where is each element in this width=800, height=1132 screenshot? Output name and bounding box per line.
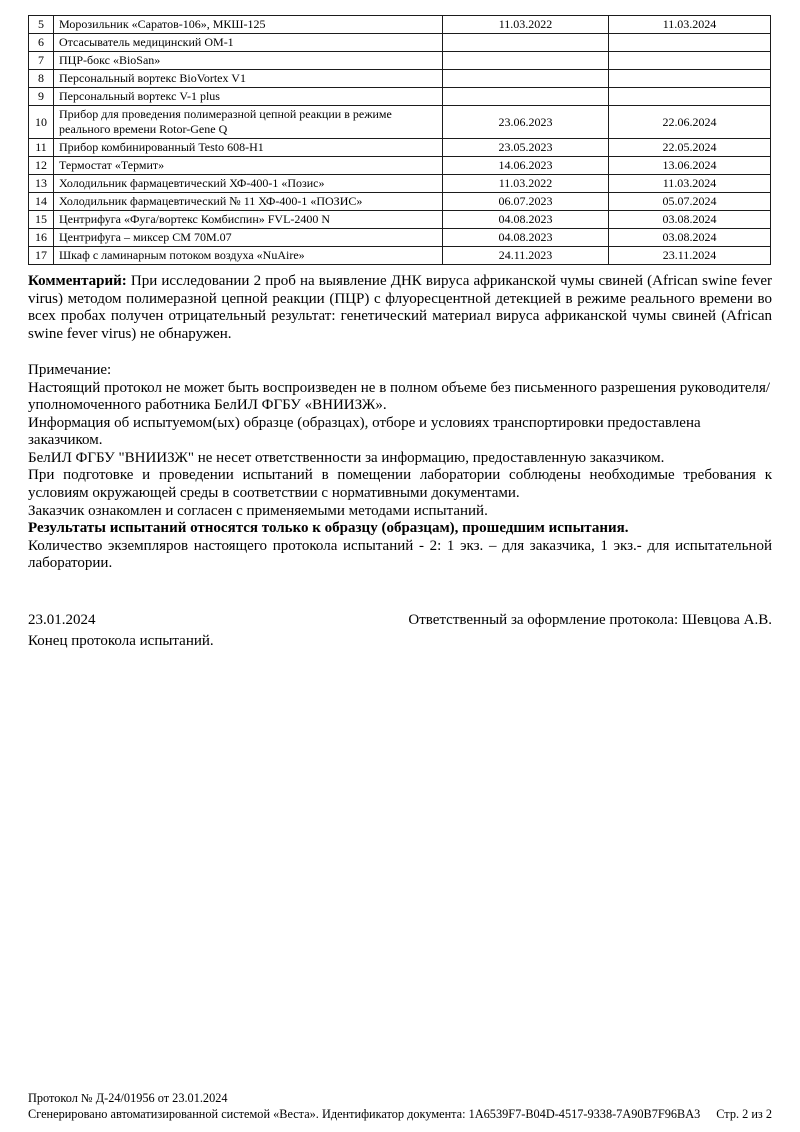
- verification-date-cell: 06.07.2023: [443, 193, 609, 211]
- verification-date-cell: [443, 34, 609, 52]
- table-row: [29, 211, 771, 229]
- signature-responsible: Ответственный за оформление протокола: Шевцова А.В.: [408, 611, 772, 628]
- valid-until-date-cell: 03.08.2024: [609, 229, 771, 247]
- note-line: Настоящий протокол не может быть воспроизведен не в полном объеме без письменного разрешения руководителя/уполномоченного работника БелИЛ ФГБУ «ВНИИЗЖ».: [28, 379, 771, 414]
- table-row: [29, 247, 771, 265]
- row-number: 10: [29, 106, 54, 139]
- equipment-name-cell: Персональный вортекс BioVortex V1: [54, 70, 443, 88]
- notes-lines: [28, 380, 772, 573]
- table-row: [29, 157, 771, 175]
- footer-protocol-number: Протокол № Д-24/01956 от 23.01.2024: [28, 1091, 228, 1106]
- table-row: [29, 175, 771, 193]
- valid-until-date-cell: [609, 34, 771, 52]
- valid-until-date-cell: 22.05.2024: [609, 139, 771, 157]
- equipment-table: [28, 15, 771, 265]
- valid-until-date-cell: 03.08.2024: [609, 211, 771, 229]
- row-number: 11: [29, 139, 54, 157]
- signature-row: [28, 612, 772, 630]
- document-content: [28, 15, 772, 651]
- valid-until-date-cell: 11.03.2024: [609, 175, 771, 193]
- row-number: 7: [29, 52, 54, 70]
- note-line: Количество экземпляров настоящего протокола испытаний - 2: 1 экз. – для заказчика, 1 экз.- для испытательной лаборатории.: [28, 537, 772, 572]
- row-number: 15: [29, 211, 54, 229]
- table-row: [29, 229, 771, 247]
- verification-date-cell: 04.08.2023: [443, 211, 609, 229]
- table-row: [29, 34, 771, 52]
- equipment-name-cell: Холодильник фармацевтический № 11 ХФ-400-1 «ПОЗИС»: [54, 193, 443, 211]
- row-number: 9: [29, 88, 54, 106]
- equipment-table-body: [29, 16, 771, 265]
- footer-second-line: [28, 1107, 772, 1122]
- end-of-protocol: Конец протокола испытаний.: [28, 633, 214, 650]
- valid-until-date-cell: [609, 70, 771, 88]
- note-line: Информация об испытуемом(ых) образце (образцах), отборе и условиях транспортировки предоставлена заказчиком.: [28, 414, 701, 449]
- note-line: БелИЛ ФГБУ "ВНИИЗЖ" не несет ответственности за информацию, предоставленную заказчиком.: [28, 449, 665, 466]
- verification-date-cell: [443, 52, 609, 70]
- row-number: 12: [29, 157, 54, 175]
- table-row: [29, 193, 771, 211]
- table-row: [29, 16, 771, 34]
- table-row: [29, 70, 771, 88]
- equipment-name-cell: Отсасыватель медицинский ОМ-1: [54, 34, 443, 52]
- verification-date-cell: 14.06.2023: [443, 157, 609, 175]
- equipment-name-cell: Морозильник «Саратов-106», МКШ-125: [54, 16, 443, 34]
- row-number: 16: [29, 229, 54, 247]
- equipment-name-cell: Прибор комбинированный Testo 608-H1: [54, 139, 443, 157]
- table-row: [29, 88, 771, 106]
- valid-until-date-cell: 22.06.2024: [609, 106, 771, 139]
- notes-section: [28, 362, 772, 573]
- footer-generated-text: Сгенерировано автоматизированной системой «Веста». Идентификатор документа: 1A6539F7-B04D-4517-9338-7A90B7F96BA3: [28, 1106, 701, 1121]
- comment-text: При исследовании 2 проб на выявление ДНК вируса африканской чумы свиней (African swine fever virus) методом полимеразной цепной реакции (ПЦР) с флуоресцентной детекцией в режиме реального времени во всех пробах получен отрицательный результат: генетический материал вируса африканской чумы свиней (African swine fever virus) не обнаружен.: [28, 273, 772, 342]
- page-footer: [28, 1091, 772, 1122]
- verification-date-cell: [443, 88, 609, 106]
- comment-label: Комментарий:: [28, 273, 127, 289]
- verification-date-cell: 23.06.2023: [443, 106, 609, 139]
- equipment-name-cell: Персональный вортекс V-1 plus: [54, 88, 443, 106]
- equipment-name-cell: Прибор для проведения полимеразной цепной реакции в режиме реального времени Rotor-Gene Q: [54, 106, 443, 139]
- verification-date-cell: 24.11.2023: [443, 247, 609, 265]
- note-line: При подготовке и проведении испытаний в помещении лаборатории соблюдены необходимые требования к условиям окружающей среды в соответствии с нормативными документами.: [28, 467, 772, 502]
- verification-date-cell: 23.05.2023: [443, 139, 609, 157]
- note-line: Заказчик ознакомлен и согласен с применяемыми методами испытаний.: [28, 502, 488, 519]
- verification-date-cell: 11.03.2022: [443, 16, 609, 34]
- table-row: [29, 52, 771, 70]
- verification-date-cell: [443, 70, 609, 88]
- equipment-name-cell: Холодильник фармацевтический ХФ-400-1 «Позис»: [54, 175, 443, 193]
- equipment-name-cell: ПЦР-бокс «BioSan»: [54, 52, 443, 70]
- table-row: [29, 139, 771, 157]
- row-number: 17: [29, 247, 54, 265]
- valid-until-date-cell: 23.11.2024: [609, 247, 771, 265]
- equipment-name-cell: Центрифуга – миксер СМ 70М.07: [54, 229, 443, 247]
- valid-until-date-cell: [609, 88, 771, 106]
- valid-until-date-cell: 05.07.2024: [609, 193, 771, 211]
- verification-date-cell: 11.03.2022: [443, 175, 609, 193]
- footer-page-number: Стр. 2 из 2: [716, 1106, 772, 1121]
- row-number: 14: [29, 193, 54, 211]
- row-number: 5: [29, 16, 54, 34]
- row-number: 6: [29, 34, 54, 52]
- equipment-name-cell: Центрифуга «Фуга/вортекс Комбиспин» FVL-2400 N: [54, 211, 443, 229]
- table-row: [29, 106, 771, 139]
- verification-date-cell: 04.08.2023: [443, 229, 609, 247]
- valid-until-date-cell: [609, 52, 771, 70]
- note-line: Результаты испытаний относятся только к образцу (образцам), прошедшим испытания.: [28, 520, 629, 537]
- row-number: 8: [29, 70, 54, 88]
- row-number: 13: [29, 175, 54, 193]
- comment-paragraph: [28, 273, 772, 343]
- signature-date: 23.01.2024: [28, 611, 96, 628]
- notes-label: Примечание:: [28, 362, 112, 379]
- equipment-name-cell: Шкаф с ламинарным потоком воздуха «NuAire»: [54, 247, 443, 265]
- valid-until-date-cell: 13.06.2024: [609, 157, 771, 175]
- valid-until-date-cell: 11.03.2024: [609, 16, 771, 34]
- equipment-name-cell: Термостат «Термит»: [54, 157, 443, 175]
